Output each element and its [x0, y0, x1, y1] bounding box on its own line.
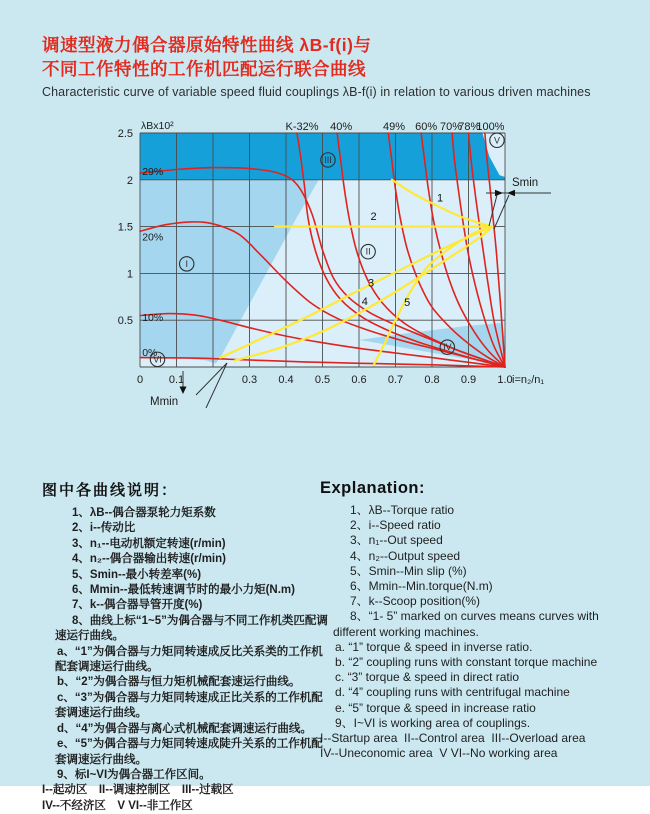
legend-line: I--Startup area II--Control area III--Overload area: [320, 731, 586, 746]
legend-line: 2、i--传动比: [72, 522, 136, 535]
x-tick: 0.6: [351, 374, 367, 386]
x-tick: 0.7: [387, 374, 404, 386]
legend-line: 1、λB--Torque ratio: [350, 503, 455, 517]
smin-arrow-right: [507, 190, 515, 196]
area-label: III: [324, 154, 332, 165]
legend-line: IV--Uneconomic area V VI--No working area: [320, 746, 558, 761]
legend-line: 3、n₁--Out speed: [350, 533, 443, 548]
slip-label: 29%: [142, 166, 164, 179]
legend-line: 8、“1- 5” marked on curves means curves with different working machines.: [333, 609, 603, 639]
legend-line: 8、曲线上标“1~5”为偶合器与不同工作机类匹配调速运行曲线。: [55, 614, 328, 643]
scoop-label: 78%: [458, 121, 481, 133]
legend-line: 9、I~VI is working area of couplings.: [335, 715, 531, 730]
y-axis-label: λBx10²: [141, 120, 174, 132]
legend-line: d、“4”为偶合器与离心式机械配套调速运行曲线。: [57, 722, 312, 735]
curve-number-label: 3: [367, 277, 375, 290]
page-title-en: Characteristic curve of variable speed fluid couplings λB-f(i) in relation to various driven machines: [42, 85, 591, 99]
legend-line: a、“1”为偶合器与力矩同转速成反比关系类的工作机配套调速运行曲线。: [55, 645, 323, 674]
legend-line: c、“3”为偶合器与力矩同转速成正比关系的工作机配套调速运行曲线。: [55, 691, 323, 720]
smin-label: Smin: [512, 177, 539, 189]
mmin-pointer-line: [206, 363, 227, 408]
scoop-label: 70%: [439, 121, 462, 133]
area-label: I: [185, 258, 188, 269]
legend-line: IV--不经济区 V VI--非工作区: [42, 799, 193, 812]
legend-line: a. “1” torque & speed in inverse ratio.: [335, 639, 533, 654]
legend-line: 5、Smin--Min slip (%): [350, 563, 467, 578]
slip-label: 10%: [142, 312, 164, 325]
legend-line: 5、Smin--最小转差率(%): [72, 568, 202, 581]
area-label: IV: [443, 342, 452, 353]
slip-label: 0%: [142, 346, 158, 359]
x-tick: 0.9: [460, 374, 477, 386]
legend-english-heading: Explanation:: [320, 479, 426, 497]
legend-line: 1、λB--偶合器泵轮力矩系数: [72, 507, 216, 519]
legend-line: 6、Mmin--最低转速调节时的最小力矩(N.m): [72, 584, 295, 597]
scoop-label: 49%: [383, 121, 406, 133]
curve-number-label: 1: [436, 192, 444, 205]
y-tick: 1: [126, 268, 133, 281]
area-label: V: [493, 135, 500, 146]
legend-line: 3、n₁--电动机额定转速(r/min): [72, 537, 226, 550]
y-tick: 2: [126, 174, 133, 187]
x-tick: 0.4: [278, 374, 294, 386]
x-tick: 0.8: [424, 374, 440, 386]
legend-english-lines: [320, 503, 642, 761]
legend-chinese: [42, 479, 332, 814]
page-title-zh-line1: 调速型液力偶合器原始特性曲线 λB-f(i)与: [42, 35, 372, 55]
legend-line: e. “5” torque & speed in increase ratio: [335, 700, 536, 715]
legend-english: [320, 479, 642, 761]
legend-line: 6、Mmin--Min.torque(N.m): [350, 579, 493, 594]
scoop-label: K-32%: [285, 121, 319, 133]
legend-line: d. “4” coupling runs with centrifugal machine: [335, 685, 570, 700]
legend-line: b、“2”为偶合器与恒力矩机械配套速运行曲线。: [57, 676, 301, 689]
legend-line: 2、i--Speed ratio: [350, 518, 441, 533]
x-tick: 0.1: [168, 374, 185, 386]
legend-line: 7、k--Scoop position(%): [350, 594, 481, 609]
slip-label: 20%: [142, 231, 164, 244]
y-tick: 1.5: [117, 221, 133, 234]
curve-number-label: 2: [370, 211, 377, 224]
legend-line: 7、k--偶合器导管开度(%): [72, 599, 203, 612]
legend-chinese-lines: [42, 506, 332, 814]
x-tick: 0.5: [314, 374, 331, 386]
x-tick: 1.0: [497, 374, 513, 386]
mmin-arrow-head: [180, 387, 187, 395]
x-tick: 0: [136, 374, 144, 386]
mmin-pointer-line: [196, 363, 227, 395]
mmin-label: Mmin: [150, 396, 179, 408]
curve-number-label: 5: [404, 297, 411, 310]
legend-line: e、“5”为偶合器与力矩同转速成陡升关系的工作机配套调速运行曲线。: [55, 738, 323, 766]
legend-line: 4、n₂--Output speed: [350, 548, 461, 563]
area-label: VI: [153, 354, 162, 365]
x-tick: 0.3: [241, 374, 258, 386]
x-axis-label: i=n₂/n₁: [512, 374, 545, 386]
page-title-zh-line2: 不同工作特性的工作机匹配运行联合曲线: [42, 59, 366, 79]
scoop-label: 40%: [330, 121, 353, 133]
y-tick: 0.5: [117, 315, 133, 328]
area-label: II: [365, 246, 371, 257]
legend-line: b. “2” coupling runs with constant torque machine: [335, 655, 598, 670]
legend-line: 9、标I~VI为偶合器工作区间。: [57, 768, 211, 781]
y-tick: 2.5: [117, 128, 133, 140]
scoop-label: 100%: [476, 121, 505, 133]
legend-line: I--起动区 II--调速控制区 III--过载区: [42, 784, 234, 797]
scoop-label: 60%: [415, 121, 438, 133]
title-block: [42, 33, 591, 99]
legend-chinese-heading: 图中各曲线说明：: [42, 482, 179, 499]
curve-number-label: 4: [361, 296, 368, 309]
legend-line: c. “3” torque & speed in direct ratio: [335, 670, 520, 685]
legend-line: 4、n₂--偶合器输出转速(r/min): [72, 553, 226, 566]
